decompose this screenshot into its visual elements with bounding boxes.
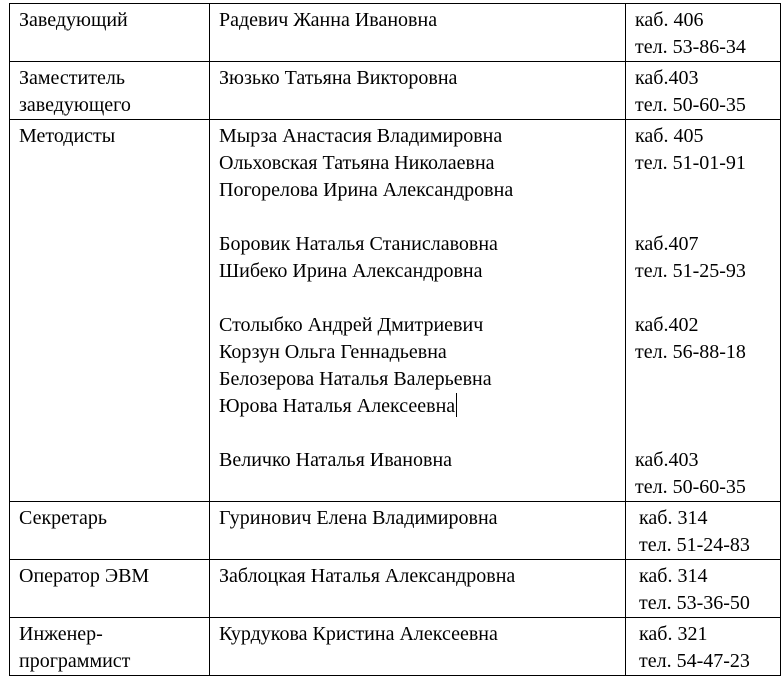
phone-number: тел. 51-25-93 [635,260,746,282]
name-cell [210,120,626,502]
person-name: Радевич Жанна Ивановна [219,9,438,31]
name-cell [210,502,626,560]
person-name: Корзун Ольга Геннадьевна [219,341,447,363]
table-row [10,502,781,560]
phone-number: тел. 50-60-35 [635,94,746,116]
role-text: Оператор ЭВМ [19,565,150,587]
phone-number: тел. 56-88-18 [635,341,746,363]
table-row [10,62,781,120]
person-name: Белозерова Наталья Валерьевна [219,368,492,390]
role-cell [10,560,210,618]
table-row [10,560,781,618]
person-name: Гуринович Елена Владимировна [219,507,498,529]
role-cell [10,4,210,62]
staff-directory-table [9,3,781,676]
person-name: Курдукова Кристина Алексеевна [219,623,498,645]
role-text: Методисты [19,125,116,147]
phone-number: тел. 50-60-35 [635,476,746,498]
phone-number: тел. 51-24-83 [639,534,750,556]
office-number: каб.403 [635,449,699,471]
person-name: Боровик Наталья Станиславовна [219,233,498,255]
person-name: Столыбко Андрей Дмитриевич [219,314,484,336]
contact-cell [626,120,781,502]
table-row [10,618,781,676]
office-number: каб. 321 [639,623,708,645]
office-number: каб. 406 [635,9,704,31]
role-text: Инженер- [19,623,103,645]
table-row [10,120,781,502]
name-cell [210,560,626,618]
contact-cell [626,502,781,560]
contact-cell [626,560,781,618]
role-text: программист [19,650,131,672]
person-name: Мырза Анастасия Владимировна [219,125,503,147]
text-cursor [456,393,457,417]
role-cell [10,502,210,560]
person-name: Величко Наталья Ивановна [219,449,453,471]
office-number: каб. 314 [639,565,708,587]
phone-number: тел. 53-86-34 [635,36,746,58]
person-name: Зюзько Татьяна Викторовна [219,67,458,89]
person-name: Юрова Наталья Алексеевна [219,395,456,417]
contact-cell [626,4,781,62]
office-number: каб.402 [635,314,699,336]
person-name: Ольховская Татьяна Николаевна [219,152,495,174]
role-text: Заместитель [19,67,125,89]
contact-cell [626,62,781,120]
phone-number: тел. 54-47-23 [639,650,750,672]
person-name: Погорелова Ирина Александровна [219,179,514,201]
office-number: каб. 314 [639,507,708,529]
role-text: Заведующий [19,9,128,31]
office-number: каб. 405 [635,125,704,147]
name-cell [210,4,626,62]
phone-number: тел. 51-01-91 [635,152,746,174]
role-cell [10,618,210,676]
role-text: заведующего [19,94,131,116]
role-cell [10,62,210,120]
person-name: Шибеко Ирина Александровна [219,260,483,282]
person-name: Заблоцкая Наталья Александровна [219,565,516,587]
phone-number: тел. 53-36-50 [639,592,750,614]
contact-cell [626,618,781,676]
name-cell [210,618,626,676]
name-cell [210,62,626,120]
office-number: каб.407 [635,233,699,255]
office-number: каб.403 [635,67,699,89]
role-cell [10,120,210,502]
role-text: Секретарь [19,507,108,529]
person-name-with-cursor[interactable] [219,393,625,420]
table-row [10,4,781,62]
